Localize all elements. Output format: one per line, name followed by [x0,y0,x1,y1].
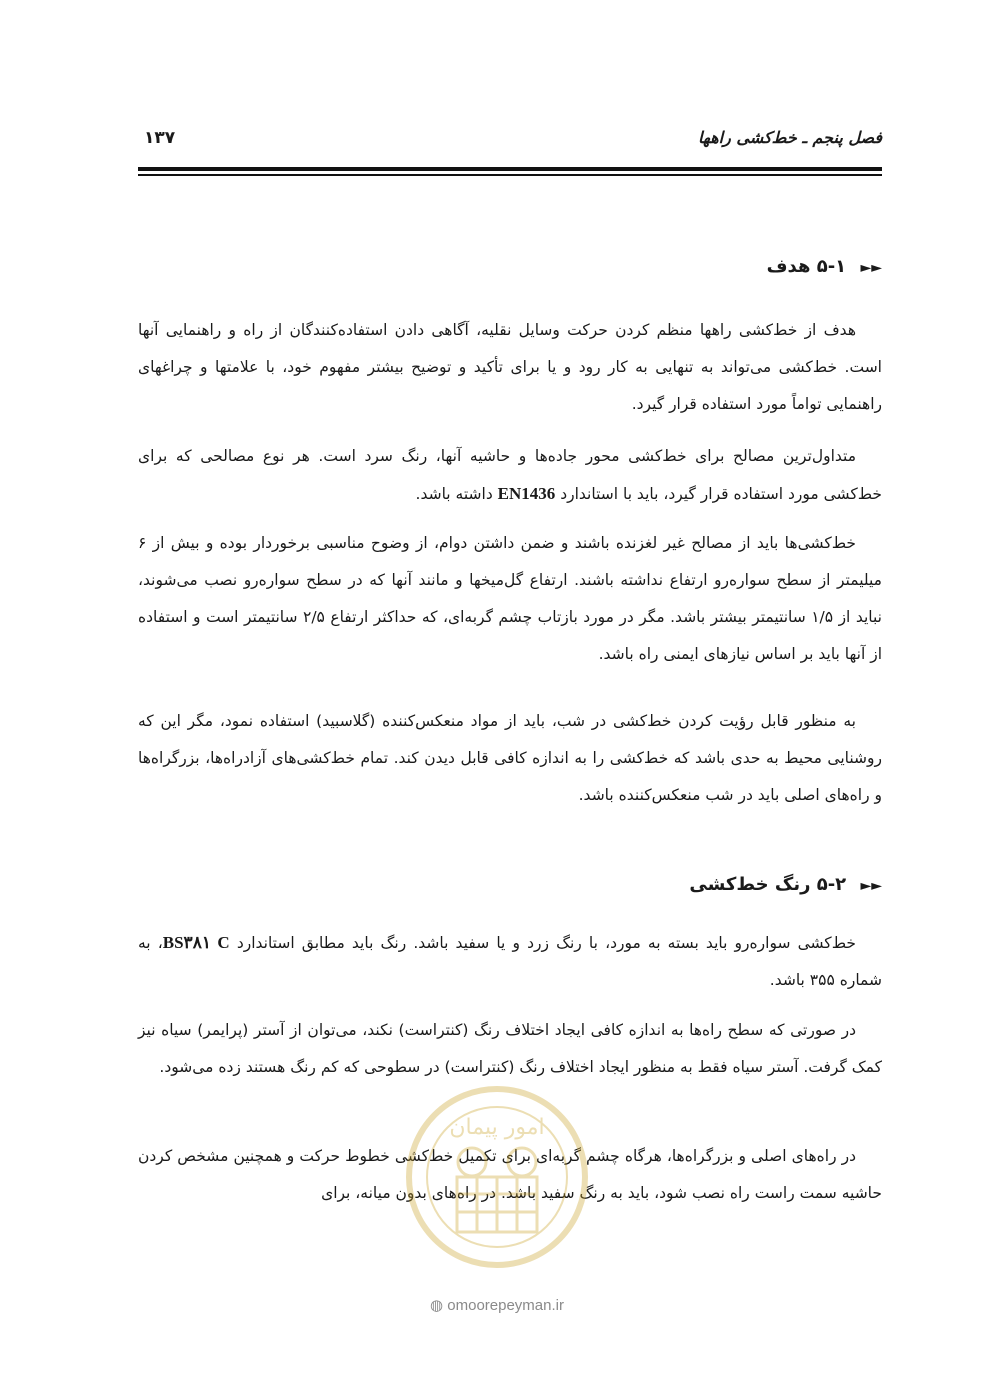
paragraph: در راه‌های اصلی و بزرگراه‌ها، هرگاه چشم گربه‌ای برای تکمیل خط‌کشی خطوط حرکت و همچنین مشخص کردن حاشیه سمت راست راه نصب شود، باید به رنگ سفید باشد. در راه‌های بدون میانه، برای [138,1147,882,1202]
paragraph-text: خط‌کشی سواره‌رو باید بسته به مورد، با رنگ زرد و یا سفید باشد. رنگ باید مطابق استاندارد BS۳۸۱ C، به شماره ۳۵۵ باشد. [138,933,882,989]
paragraph: هدف از خط‌کشی راهها منظم کردن حرکت وسایل نقلیه، آگاهی دادن استفاده‌کنندگان از راه و راهنمایی آنها است. خط‌کشی می‌تواند به تنهایی به کار رود و یا برای تأکید و توضیح بیشتر مفهوم خود، با علامتها و چراغهای راهنمایی تواماً مورد استفاده قرار گیرد. [138,321,882,413]
section-title: رنگ خط‌کشی [689,874,811,895]
double-arrow-icon: ►► [860,260,882,276]
header-rule-thin [138,174,882,176]
page-header [138,128,882,152]
paragraph-text: متداول‌ترین مصالح برای خط‌کشی محور جاده‌ها و حاشیه آنها، رنگ سرد است. هر نوع مصالحی که برای خط‌کشی مورد استفاده قرار گیرد، باید با استاندارد EN1436 داشته باشد. [138,447,882,503]
watermark-logo-icon [402,1082,592,1272]
header-rule-thick [138,167,882,171]
standard-code: EN1436 [497,484,556,503]
paragraph [138,924,882,999]
paragraph: خط‌کشی‌ها باید از مصالح غیر لغزنده باشند و ضمن داشتن دوام، از وضوح مناسبی برخوردار بوده و بیش از ۶ میلیمتر از سطح سواره‌رو ارتفاع نداشته باشند. ارتفاع گل‌میخها و مانند آنها که در سطح سواره‌رو نصب می‌شوند، نباید از ۱/۵ سانتیمتر بیشتر باشد. مگر در مورد بازتاب چشم گربه‌ای، که حداکثر ارتفاع ۲/۵ سانتیمتر است و استفاده از آنها باید بر اساس نیازهای ایمنی راه باشد. [138,534,882,663]
paragraph: در صورتی که سطح راه‌ها به اندازه کافی ایجاد اختلاف رنگ (کنتراست) نکند، می‌توان از آستر (پرایمر) سیاه نیز کمک گرفت. آستر سیاه فقط به منظور ایجاد اختلاف رنگ (کنتراست) در سطوحی که کم رنگ هستند زده می‌شود. [138,1021,882,1076]
section-heading-marking-color [689,874,882,895]
standard-code: BS۳۸۱ C [162,933,230,952]
paragraph: به منظور قابل رؤیت کردن خط‌کشی در شب، باید از مواد منعکس‌کننده (گلاسبید) استفاده نمود، مگر این که روشنایی محیط به حدی باشد که خط‌کشی را به اندازه کافی قابل دیدن کند. تمام خط‌کشی‌های آزادراه‌ها، بزرگراه‌ها و راه‌های اصلی باید در شب منعکس‌کننده باشد. [138,712,882,804]
svg-text:امور پیمان: امور پیمان [449,1115,545,1140]
section-number: ۵-۱ [816,256,847,277]
page-number: ۱۳۷ [144,128,176,148]
double-arrow-icon: ►► [860,878,882,894]
section-number: ۵-۲ [816,874,847,895]
section-heading-goal [767,256,882,277]
paragraph [138,438,882,513]
chapter-title: فصل پنجم ـ خط‌کشی راهها [697,128,882,147]
watermark-site: ◍ omoorepeyman.ir [430,1297,564,1314]
section-title: هدف [766,256,811,277]
watermark-globe-icon: ◍ [430,1297,444,1314]
